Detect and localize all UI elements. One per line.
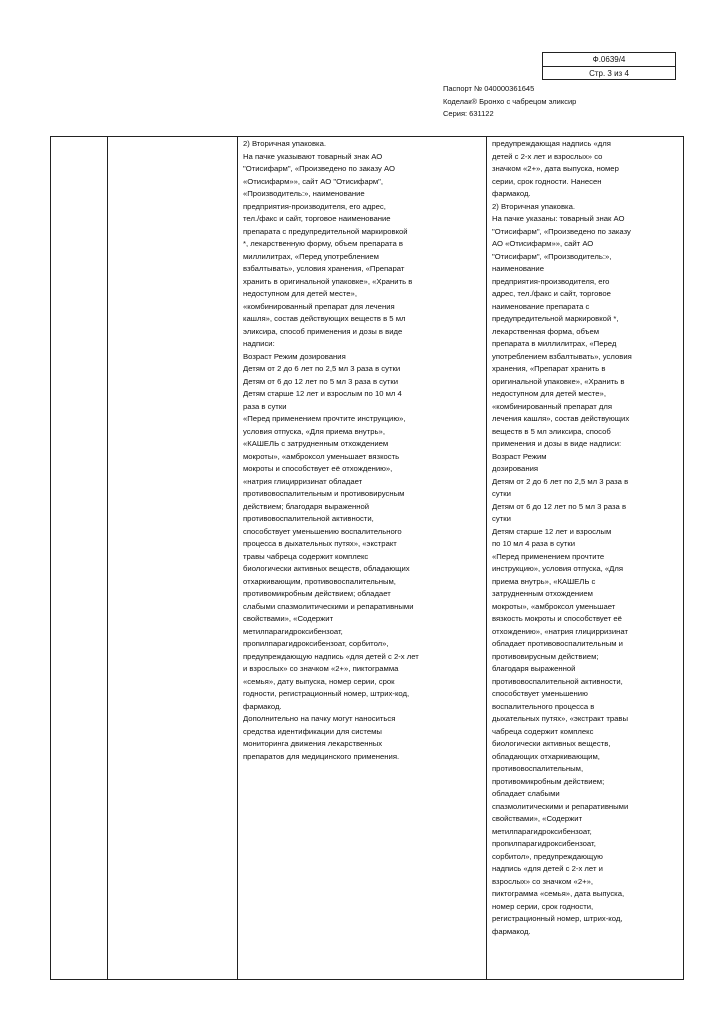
text-line: отхаркивающим, противовоспалительным,	[243, 576, 396, 586]
table-row	[51, 137, 684, 980]
text-line: препаратов для медицинского применения.	[243, 751, 400, 761]
text-line: Детям от 2 до 6 лет по 2,5 мл 3 раза в	[492, 476, 629, 486]
text-line: Детям старше 12 лет и взрослым	[492, 526, 612, 536]
text-line: по 10 мл 4 раза в сутки	[492, 539, 576, 548]
text-line: сорбитол», предупреждающую	[492, 851, 603, 861]
text-line: свойствами», «Содержит	[492, 814, 583, 823]
text-line: травы чабреца содержит комплекс	[243, 551, 369, 561]
table-cell-actual	[487, 137, 684, 980]
text-line: вязкость мокроты и способствует её	[492, 614, 622, 623]
text-line: хранения, «Препарат хранить в	[492, 364, 606, 373]
text-line: предупреждающая надпись «для	[492, 139, 611, 148]
text-line: «натрия глицирризинат обладает	[243, 476, 363, 486]
text-line: «комбинированный препарат для лечения	[243, 301, 395, 311]
text-line: пропилпарагидроксибензоат, сорбитол»,	[243, 639, 389, 648]
text-line: противовирусным действием;	[492, 651, 599, 661]
text-line: регистрационный номер, штрих-код,	[492, 914, 623, 923]
text-line: «Перед применением прочтите инструкцию»,	[243, 414, 406, 423]
text-line: Дополнительно на пачку могут наноситься	[243, 714, 396, 723]
text-line: «Производитель:», наименование	[243, 189, 365, 198]
text-line: "Отисифарм", «Произведено по заказу	[492, 226, 631, 236]
text-line: отхождению», «натрия глицирризинат	[492, 626, 628, 636]
text-line: метилпарагидроксибензоат,	[492, 826, 592, 836]
text-line: Возраст Режим	[492, 451, 547, 461]
text-line: и взрослых» со значком «2+», пиктограмма	[243, 664, 399, 673]
text-line: способствует уменьшению	[492, 689, 588, 698]
text-line: противовоспалительной активности,	[492, 676, 623, 686]
text-line: противовоспалительным,	[492, 764, 584, 773]
text-line: применения и дозы в виде надписи:	[492, 439, 622, 448]
text-line: серии, срок годности. Нанесен	[492, 176, 602, 186]
text-line: *, лекарственную форму, объем препарата в	[243, 239, 403, 248]
text-line: инструкцию», условия отпуска, «Для	[492, 564, 624, 573]
text-line: номер серии, срок годности,	[492, 901, 594, 911]
text-line: оригинальной упаковке», «Хранить в	[492, 376, 625, 386]
specification-table	[50, 136, 684, 980]
text-line: обладающих отхаркивающим,	[492, 751, 600, 761]
text-line: биологически активных веществ,	[492, 739, 611, 748]
text-line: "Отисифарм", «Произведено по заказу АО	[243, 164, 395, 173]
text-line: недоступном для детей месте»,	[492, 389, 606, 398]
text-line: процесса в дыхательных путях», «экстракт	[243, 539, 397, 548]
text-line: противовоспалительной активности,	[243, 514, 374, 523]
text-line: препарата с предупредительной маркировкой	[243, 226, 408, 236]
text-line: пиктограмма «семья», дата выпуска,	[492, 889, 625, 898]
text-line: «Перед применением прочтите	[492, 551, 605, 561]
text-line: 2) Вторичная упаковка.	[492, 201, 575, 211]
text-line: дыхательных путях», «экстракт травы	[492, 714, 629, 723]
text-line: веществ в 5 мл эликсира, способ	[492, 426, 611, 436]
text-line: «семья», дату выпуска, номер серии, срок	[243, 676, 395, 686]
text-line: наименование препарата с	[492, 301, 590, 311]
text-line: мониторинга движения лекарственных	[243, 739, 383, 748]
text-line: взбалтывать», условия хранения, «Препарат	[243, 264, 405, 273]
text-line: предприятия-производителя, его адрес,	[243, 201, 386, 211]
text-line: воспалительного процесса в	[492, 701, 595, 711]
text-line: противомикробным действием;	[492, 776, 605, 786]
actual-text	[487, 137, 683, 938]
text-line: «КАШЕЛЬ с затрудненным отхождением	[243, 439, 389, 448]
text-line: действием; благодаря выраженной	[243, 501, 370, 511]
passport-number: Паспорт № 040000361645	[443, 84, 535, 93]
text-line: На пачке указаны: товарный знак АО	[492, 214, 625, 223]
text-line: средства идентификации для системы	[243, 726, 382, 736]
text-line: взрослых» со значком «2+»,	[492, 876, 594, 886]
text-line: приема внутрь», «КАШЕЛЬ с	[492, 576, 596, 586]
text-line: Детям от 2 до 6 лет по 2,5 мл 3 раза в сутки	[243, 364, 401, 373]
form-code-box	[542, 52, 676, 80]
text-line: "Отисифарм", «Производитель:»,	[492, 251, 612, 261]
text-line: слабыми спазмолитическими и репаративными	[243, 601, 414, 611]
text-line: затрудненным отхождением	[492, 589, 593, 598]
text-line: Детям старше 12 лет и взрослым по 10 мл 4	[243, 389, 402, 398]
form-code: Ф.0639/4	[592, 55, 626, 64]
text-line: мокроты», «амброксол уменьшает вязкость	[243, 451, 400, 461]
text-line: предупредительной маркировкой *,	[492, 314, 619, 323]
text-line: сутки	[492, 514, 511, 523]
text-line: хранить в оригинальной упаковке», «Хранить в	[243, 276, 413, 286]
text-line: раза в сутки	[243, 401, 287, 411]
text-line: фармакод.	[492, 926, 531, 936]
text-line: метилпарагидроксибензоат,	[243, 626, 343, 636]
text-line: детей с 2-х лет и взрослых» со	[492, 151, 603, 161]
page-number: Стр. 3 из 4	[543, 66, 675, 80]
text-line: противомикробным действием; обладает	[243, 589, 391, 598]
text-line: 2) Вторичная упаковка.	[243, 139, 326, 148]
text-line: АО «Отисифарм»», сайт АО	[492, 239, 594, 248]
text-line: предприятия-производителя, его	[492, 276, 610, 286]
text-line: свойствами», «Содержит	[243, 614, 334, 623]
text-line: дозирования	[492, 464, 539, 473]
text-line: сутки	[492, 489, 511, 498]
text-line: лекарственная форма, объем	[492, 326, 600, 336]
text-line: обладает слабыми	[492, 789, 560, 798]
table-cell-requirements	[238, 137, 487, 980]
text-line: фармакод.	[243, 701, 282, 711]
text-line: условия отпуска, «Для приема внутрь»,	[243, 426, 385, 436]
text-line: Детям от 6 до 12 лет по 5 мл 3 раза в сутки	[243, 376, 399, 386]
text-line: «Отисифарм»», сайт АО "Отисифарм",	[243, 176, 384, 186]
text-line: фармакод.	[492, 189, 531, 198]
text-line: Детям от 6 до 12 лет по 5 мл 3 раза в	[492, 501, 627, 511]
text-line: мокроты», «амброксол уменьшает	[492, 601, 616, 611]
text-line: адрес, тел./факс и сайт, торговое	[492, 289, 611, 298]
passport-header	[443, 83, 576, 121]
text-line: спазмолитическими и репаративными	[492, 801, 629, 811]
product-name: Коделак® Бронхо с чабрецом эликсир	[443, 96, 577, 106]
table-cell-col2	[108, 137, 238, 980]
text-line: годности, регистрационный номер, штрих-код,	[243, 689, 410, 698]
series-number: Серия: 631122	[443, 109, 494, 118]
text-line: тел./факс и сайт, торговое наименование	[243, 214, 391, 223]
text-line: благодаря выраженной	[492, 664, 576, 673]
text-line: противовоспалительным и противовирусным	[243, 489, 405, 498]
text-line: препарата в миллилитрах, «Перед	[492, 339, 617, 348]
text-line: лечения кашля», состав действующих	[492, 414, 630, 423]
text-line: надпись «для детей с 2-х лет и	[492, 864, 603, 873]
text-line: чабреца содержит комплекс	[492, 726, 594, 736]
text-line: Возраст Режим дозирования	[243, 351, 346, 361]
requirements-text	[238, 137, 486, 763]
text-line: «комбинированный препарат для	[492, 401, 613, 411]
text-line: способствует уменьшению воспалительного	[243, 526, 402, 536]
text-line: мокроты и способствует её отхождению»,	[243, 464, 393, 473]
text-line: пропилпарагидроксибензоат,	[492, 839, 596, 848]
table-cell-col1	[51, 137, 108, 980]
text-line: кашля», состав действующих веществ в 5 мл	[243, 314, 406, 323]
text-line: употреблением взбалтывать», условия	[492, 351, 632, 361]
text-line: миллилитрах, «Перед употреблением	[243, 251, 379, 261]
text-line: надписи:	[243, 339, 275, 348]
text-line: значком «2+», дата выпуска, номер	[492, 164, 619, 173]
text-line: предупреждающую надпись «для детей с 2-х лет	[243, 651, 419, 661]
text-line: наименование	[492, 264, 544, 273]
text-line: недоступном для детей месте»,	[243, 289, 357, 298]
text-line: биологически активных веществ, обладающих	[243, 564, 410, 573]
text-line: обладает противовоспалительным и	[492, 639, 623, 648]
text-line: На пачке указывают товарный знак АО	[243, 151, 383, 161]
text-line: эликсира, способ применения и дозы в виде	[243, 326, 403, 336]
